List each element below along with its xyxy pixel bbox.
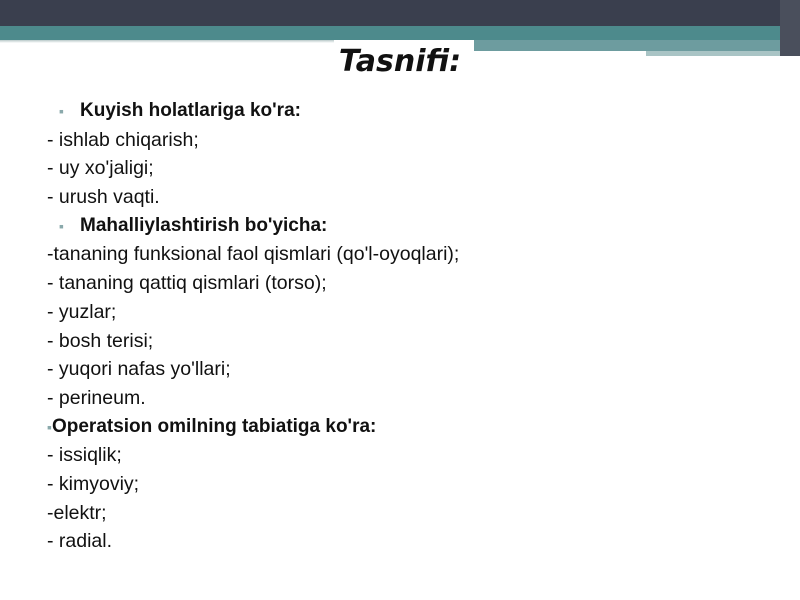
list-item: - yuqori nafas yo'llari; [47, 358, 231, 381]
square-bullet-icon: ▪ [47, 418, 52, 435]
section-heading [47, 413, 767, 442]
list-item: - ishlab chiqarish; [47, 128, 199, 151]
section-heading [47, 212, 767, 241]
list-item: - kimyoviy; [47, 472, 140, 495]
accent-bar [0, 26, 800, 40]
section-heading [47, 97, 767, 126]
list-item: - yuzlar; [47, 300, 117, 323]
square-bullet-icon: ▪ [59, 217, 64, 234]
square-bullet-icon: ▪ [59, 103, 64, 119]
list-item: - uy xo'jaligi; [47, 157, 154, 180]
section-heading-text: Mahalliylashtirish bo'yicha: [80, 214, 328, 236]
top-decorative-bar [0, 0, 800, 26]
list-item: - issiqlik; [47, 444, 122, 467]
slide-body [47, 97, 767, 556]
list-item: -tananing funksional faol qismlari (qo'l-oyoqlari); [47, 243, 460, 266]
list-item: - radial. [47, 530, 113, 553]
list-item: - bosh terisi; [47, 329, 154, 352]
list-item: - tananing qattiq qismlari (torso); [47, 272, 327, 295]
list-item: -elektr; [47, 501, 107, 524]
slide-title: Tasnifi: [338, 44, 462, 79]
list-item: - urush vaqti. [47, 186, 160, 209]
list-item: - perineum. [47, 386, 146, 409]
section-heading-text: Kuyish holatlariga ko'ra: [80, 100, 301, 121]
section-heading-text: Operatsion omilning tabiatiga ko'ra: [51, 415, 377, 437]
